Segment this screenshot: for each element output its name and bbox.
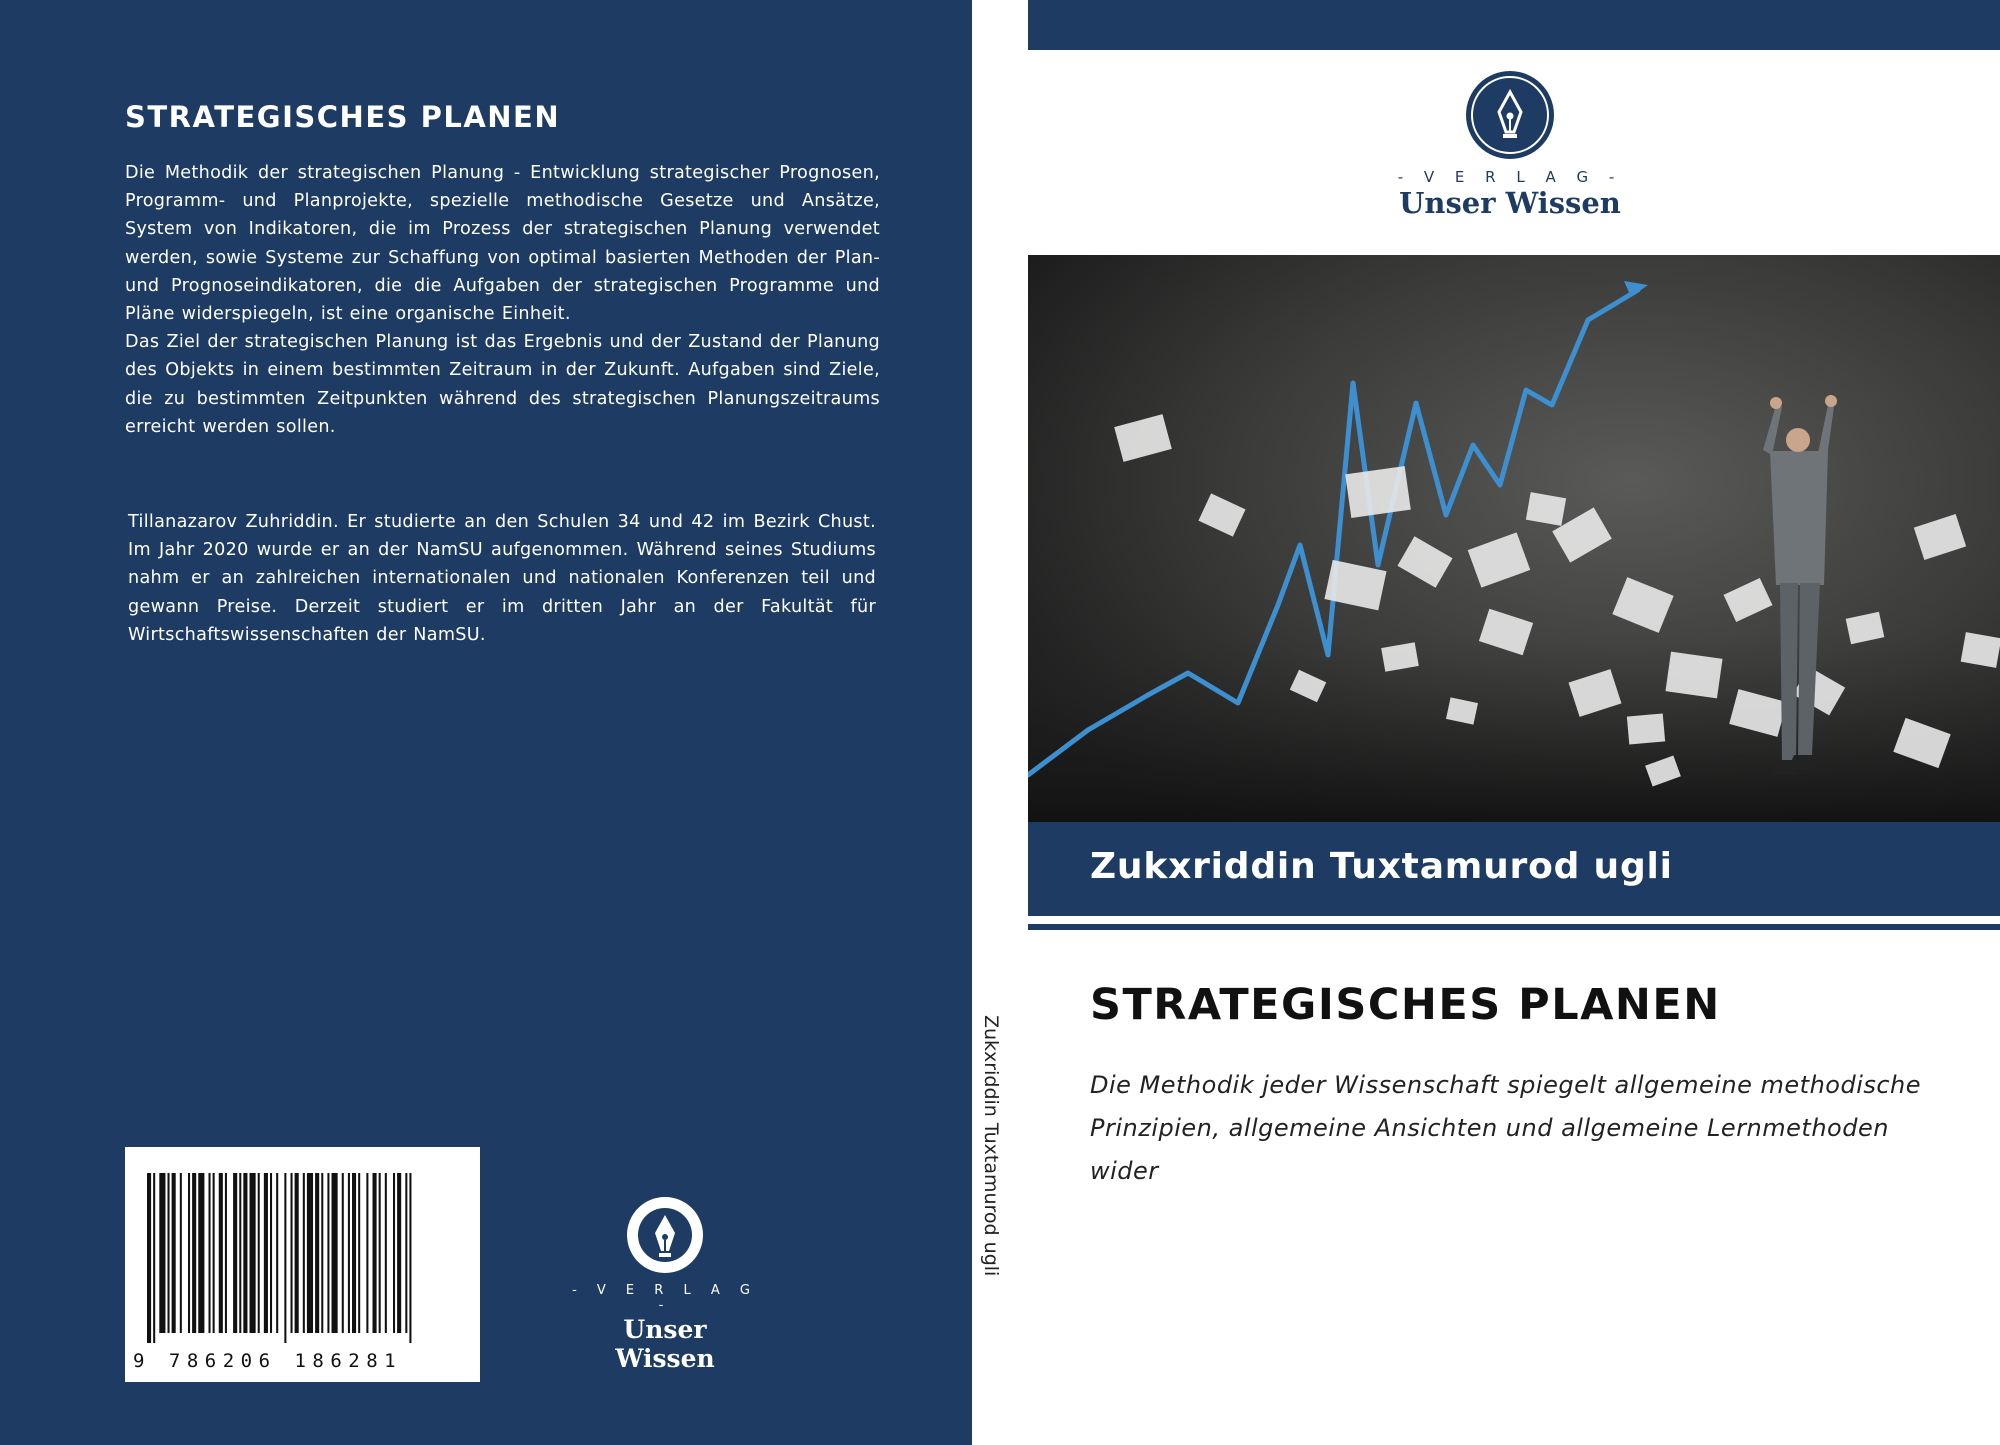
pen-nib-logo-icon bbox=[1465, 70, 1555, 160]
back-cover-title: STRATEGISCHES PLANEN bbox=[125, 100, 561, 134]
businessman-graph-illustration bbox=[1028, 255, 2000, 822]
divider-line bbox=[1028, 924, 2000, 930]
back-cover bbox=[0, 0, 972, 1445]
spine-author: Zukxriddin Tuxtamurod ugli bbox=[980, 1015, 1002, 1277]
front-top-band bbox=[1028, 0, 2000, 50]
front-author-band bbox=[1028, 822, 2000, 916]
publisher-verlag-label: - V E R L A G - bbox=[1397, 168, 1623, 186]
publisher-logo-back bbox=[570, 1195, 760, 1373]
publisher-name: Unser Wissen bbox=[615, 1315, 715, 1373]
publisher-name: Unser Wissen bbox=[1399, 186, 1621, 220]
author-bio-text: Tillanazarov Zuhriddin. Er studierte an den Schulen 34 und 42 im Bezirk Chust. Im Jahr 2020 wurde er an der NamSU aufgenommen. Während seines Studiums nahm er an zahlreichen internationalen und nationalen Konferenzen teil und gewann Preise. Derzeit studiert er im dritten Jahr an der Fakultät für Wirtschaftswissenschaften der NamSU. bbox=[128, 512, 876, 645]
back-paragraph-2: Das Ziel der strategischen Planung ist das Ergebnis und der Zustand der Planung des Objekts in einem bestimmten Zeitraum in der Zukunft. Aufgaben sind Ziele, die zu bestimmten Zeitpunkten während des strategischen Planungszeitraums erreicht werden sollen. bbox=[125, 332, 880, 437]
front-cover-subtitle: Die Methodik jeder Wissenschaft spiegelt allgemeine methodische Prinzipien, allgemeine Ansichten und allgemeine Lernmethoden wider bbox=[1090, 1071, 1922, 1185]
front-author-name: Zukxriddin Tuxtamurod ugli bbox=[1090, 846, 1673, 887]
front-cover-title: STRATEGISCHES PLANEN bbox=[1090, 980, 1721, 1030]
author-bio bbox=[128, 508, 876, 649]
barcode-bars bbox=[147, 1173, 459, 1343]
back-description bbox=[125, 159, 880, 441]
isbn-barcode bbox=[125, 1147, 480, 1382]
isbn-digits: 9 786206 186281 bbox=[133, 1350, 403, 1372]
publisher-verlag-label: - V E R L A G - bbox=[572, 1283, 758, 1313]
cover-photo bbox=[1028, 255, 2000, 822]
pen-nib-logo-icon bbox=[625, 1195, 705, 1275]
publisher-logo-front bbox=[1395, 70, 1625, 220]
back-paragraph-1: Die Methodik der strategischen Planung - Entwicklung strategischer Prognosen, Programm- und Planprojekte, spezielle methodische Gesetze und Ansätze, System von Indikatoren, die im Prozess der strategischen Planung verwendet werden, sowie Systeme zur Schaffung von optimal basierten Methoden der Plan- und Prognoseindikatoren, die die Aufgaben der strategischen Programme und Pläne widerspiegeln, ist eine organische Einheit. bbox=[125, 163, 880, 325]
